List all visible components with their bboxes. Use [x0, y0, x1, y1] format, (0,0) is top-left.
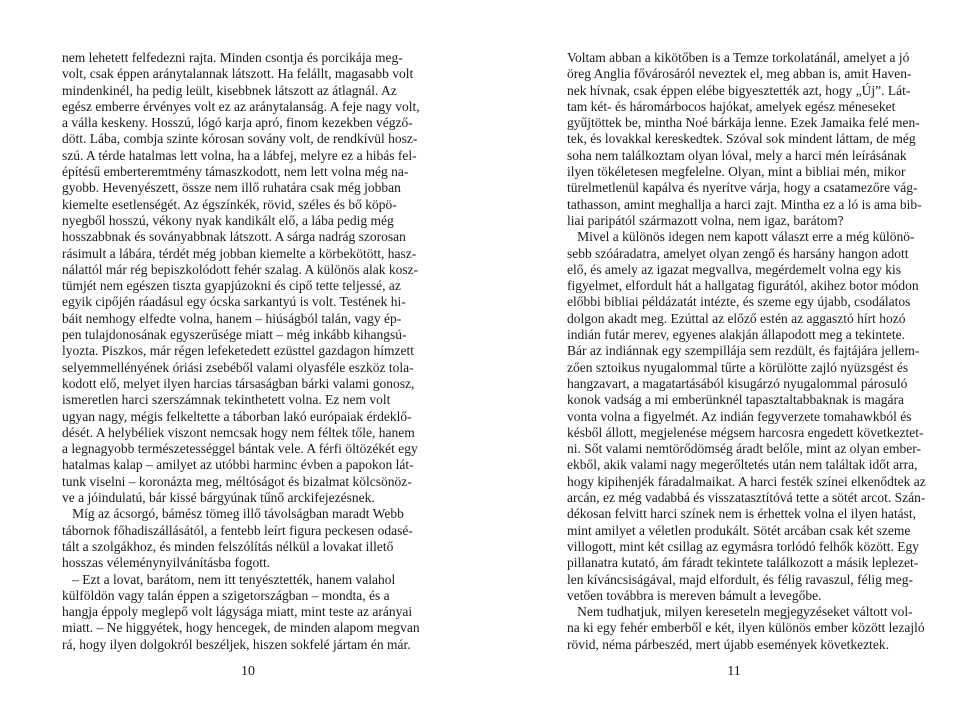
text-line: késből állott, megjelenése mégsem harcosra engedett következtet- [567, 424, 924, 440]
text-line: zően sztoikus nyugalommal tűrte a körülötte zajló nyüzsgést és [567, 359, 909, 375]
text-line: ni. Sőt valami nemtörődömség áradt belőle, mint az olyan ember- [567, 441, 922, 457]
text-line: építésű emberteremtmény támaszkodott, nem lett volna még na- [62, 164, 409, 180]
text-line: egyik cipőjén ráadásul egy ócska sarkantyú is volt. Testének hi- [62, 294, 406, 310]
text-line: lyozta. Piszkos, már régen lefeketedett ezüsttel gazdagon hímzett [62, 343, 414, 359]
text-line: kiemelte esetlenségét. Az égszínkék, rövid, széles és bő köpö- [62, 196, 397, 212]
text-line: szú. A térde hatalmas lett volna, ha a lábfej, melyre ez a hibás fel- [62, 147, 417, 163]
text-line: ve a jóindulatú, bár kissé bárgyúnak tűnő arckifejezésnek. [62, 490, 375, 506]
right-page [567, 50, 940, 653]
left-page-text [62, 50, 435, 653]
text-line: báit nemhogy elfedte volna, hanem – hiúságból talán, vagy ép- [62, 310, 402, 326]
text-line: hatalmas kalap – amilyet az utóbbi harminc évben a papokon lát- [62, 457, 414, 473]
text-line: sebb szóáradatra, amelyet olyan zengő és harsány hangon adott [567, 245, 909, 261]
text-line: pillanatra kutató, ám fáradt tekintete találkozott a másik leplezet- [567, 555, 919, 571]
text-line: Mivel a különös idegen nem kapott választ erre a még különö- [567, 229, 915, 245]
text-line: külföldön vagy talán éppen a szigetországban – mondta, és a [62, 587, 390, 603]
left-page-number: 10 [241, 664, 255, 679]
text-line: liai paripától származott volna, nem igaz, barátom? [567, 212, 844, 228]
text-line: nem lehetett felfedezni rajta. Minden csontja és porcikája meg- [62, 50, 403, 65]
text-line: konok vadság a mi emberünknél tapasztaltabbaknak is magára [567, 392, 905, 408]
text-line: nálattól már rég bepiszkolódott fehér szalag. A különös alak kosz- [62, 261, 419, 277]
text-line: kodott elő, melyet ilyen harcias társaságban bárki valami gonosz, [62, 375, 415, 391]
text-line: ugyan nagy, mégis felkeltette a táborban lakó európaiak érdeklő- [62, 408, 412, 424]
text-line: hosszas véleménynyilvánításba fogott. [62, 555, 271, 571]
text-line: mint amilyet a véletlen produkált. Sötét arcában csak két szeme [567, 522, 911, 538]
text-line: ekből, akik valami nagy megerőltetés után nem találtak időt arra, [567, 457, 918, 473]
text-line: pen tulajdonosának egyszerűsége miatt – még inkább kihangsú- [62, 327, 407, 343]
text-line: rövid, néma párbeszéd, mert újabb események következtek. [567, 636, 889, 652]
text-line: volt, csak éppen aránytalannak látszott. Ha felállt, magasabb volt [62, 66, 414, 82]
text-line: dolgon akadt meg. Ezúttal az előző estén az aggasztó hírt hozó [567, 310, 906, 326]
text-line: – Ezt a lovat, barátom, nem itt tenyésztették, hanem valahol [62, 571, 396, 587]
text-line: Nem tudhatjuk, milyen kereseteln megjegyzéseket váltott vol- [567, 604, 913, 620]
text-line: rá, hogy ilyen dolgokról beszéljek, hiszen sokfelé jártam én már. [62, 636, 411, 652]
text-line: dékosan felvitt harci színek nem is érhettek volna el ilyen hatást, [567, 506, 917, 522]
text-line: villogott, mint két csillag az egymásra torlódó felhők között. Egy [567, 538, 920, 554]
text-line: tümjét nem egészen tiszta gyapjúzokni és cipő tette teljessé, az [62, 278, 401, 294]
text-line: tált a szolgákhoz, és minden felszólítás nélkül a lovakat illető [62, 538, 394, 554]
text-line: indián futár merev, egyenes alakján állapodott meg a tekintete. [567, 327, 905, 343]
text-line: soha nem találkoztam olyan lóval, mely a harci mén leírásának [567, 147, 907, 163]
text-line: Míg az ácsorgó, bámész tömeg illő távolságban maradt Webb [62, 506, 404, 522]
right-page-text [567, 50, 940, 653]
text-line: selyemmellényének óriási zsebéből valami olyasféle eszköz tola- [62, 359, 414, 375]
text-line: figyelmet, elfordult hát a hallgatag figurától, akihez botor módon [567, 278, 919, 294]
text-line: vetően továbbra is mereven bámult a levegőbe. [567, 587, 822, 603]
text-line: hosszabbnak és soványabbnak látszott. A sárga nadrág szorosan [62, 229, 406, 245]
text-line: arcán, ez még vadabbá és visszatasztítóvá tette a sötét arcot. Szán- [567, 490, 926, 506]
text-line: miatt. – Ne higgyétek, hogy hencegek, de minden alapom megvan [62, 620, 420, 636]
text-line: Voltam abban a kikötőben is a Temze torkolatánál, amelyet a jó [567, 50, 910, 65]
text-line: tek, és lovakkal kereskedtek. Szóval sok mindent láttam, de még [567, 131, 916, 147]
text-line: nek hívnak, csak éppen elébe bigyesztették azt, hogy „Új”. Lát- [567, 82, 911, 98]
text-line: len kíváncsiságával, majd elfordult, és félig ravaszul, félig meg- [567, 571, 914, 587]
text-line: dését. A helybéliek viszont nemcsak hogy nem féltek tőle, hanem [62, 424, 415, 440]
text-line: hangja éppoly meglepő volt lágysága miatt, mint teste az arányai [62, 604, 413, 620]
text-line: na ki egy fehér emberből e két, ilyen különös ember között lezajló [567, 620, 925, 636]
text-line: a legnagyobb természetességgel bántak vele. A férfi öltözékét egy [62, 441, 418, 457]
text-line: tathasson, amint meghallja a harci zajt. Mintha ez a ló is ama bib- [567, 196, 922, 212]
text-line: előbbi bibliai példázatát intézte, és szeme egy újabb, csodálatos [567, 294, 911, 310]
text-line: ilyen tökéletesen megfelelne. Olyan, mint a bibliai mén, mikor [567, 164, 906, 180]
text-line: dött. Lába, combja szinte kórosan sovány volt, de rendkívül hosz- [62, 131, 418, 147]
text-line: vonta volna a figyelmét. Az indián fegyverzete tomahawkból és [567, 408, 912, 424]
text-line: gyűjtöttek be, mintha Noé bárkája lenne. Ezek Jamaika felé men- [567, 115, 920, 131]
text-line: a válla keskeny. Hosszú, lógó karja apró, finom kezekben végző- [62, 115, 413, 131]
text-line: nyegből hosszú, vékony nyak kandikált elő, a lába pedig még [62, 212, 394, 228]
text-line: gyobb. Hevenyészett, össze nem illő ruhatára csak még jobban [62, 180, 401, 196]
text-line: hogy kipihenjék fáradalmaikat. A harci festék színei elkenődtek az [567, 473, 926, 489]
right-page-number: 11 [727, 664, 741, 679]
text-line: tábornok főhadiszállásától, a fentebb leírt figura peckesen odasé- [62, 522, 413, 538]
text-line: hangzavart, a magatartásából kisugárzó nyugalommal párosuló [567, 375, 908, 391]
text-line: ismeretlen harci szerszámnak tekinthetett volna. Ez nem volt [62, 392, 391, 408]
left-page [62, 50, 435, 653]
text-line: tam két- és háromárbocos hajókat, amelyek egész méneseket [567, 98, 896, 114]
text-line: egész emberre érvényes volt ez az aránytalanság. A feje nagy volt, [62, 98, 420, 114]
text-line: Bár az indiánnak egy szempillája sem rezdült, és fajtájára jellem- [567, 343, 920, 359]
text-line: elő, és amely az igazat megvallva, megérdemelt volna egy kis [567, 261, 901, 277]
text-line: mindenkinél, ha pedig leült, kisebbnek látszott az átlagnál. Az [62, 82, 397, 98]
text-line: türelmetlenül kapálva és nyerítve várja, hogy a csatamezőre vág- [567, 180, 918, 196]
text-line: rásimult a lábára, térdét még jobban kiemelte a körbekötött, hasz- [62, 245, 417, 261]
text-line: öreg Anglia fővárosáról neveztek el, meg abban is, amit Haven- [567, 66, 912, 82]
text-line: tunk viselni – koronázta meg, méltóságot és bizalmat kölcsönöz- [62, 473, 412, 489]
